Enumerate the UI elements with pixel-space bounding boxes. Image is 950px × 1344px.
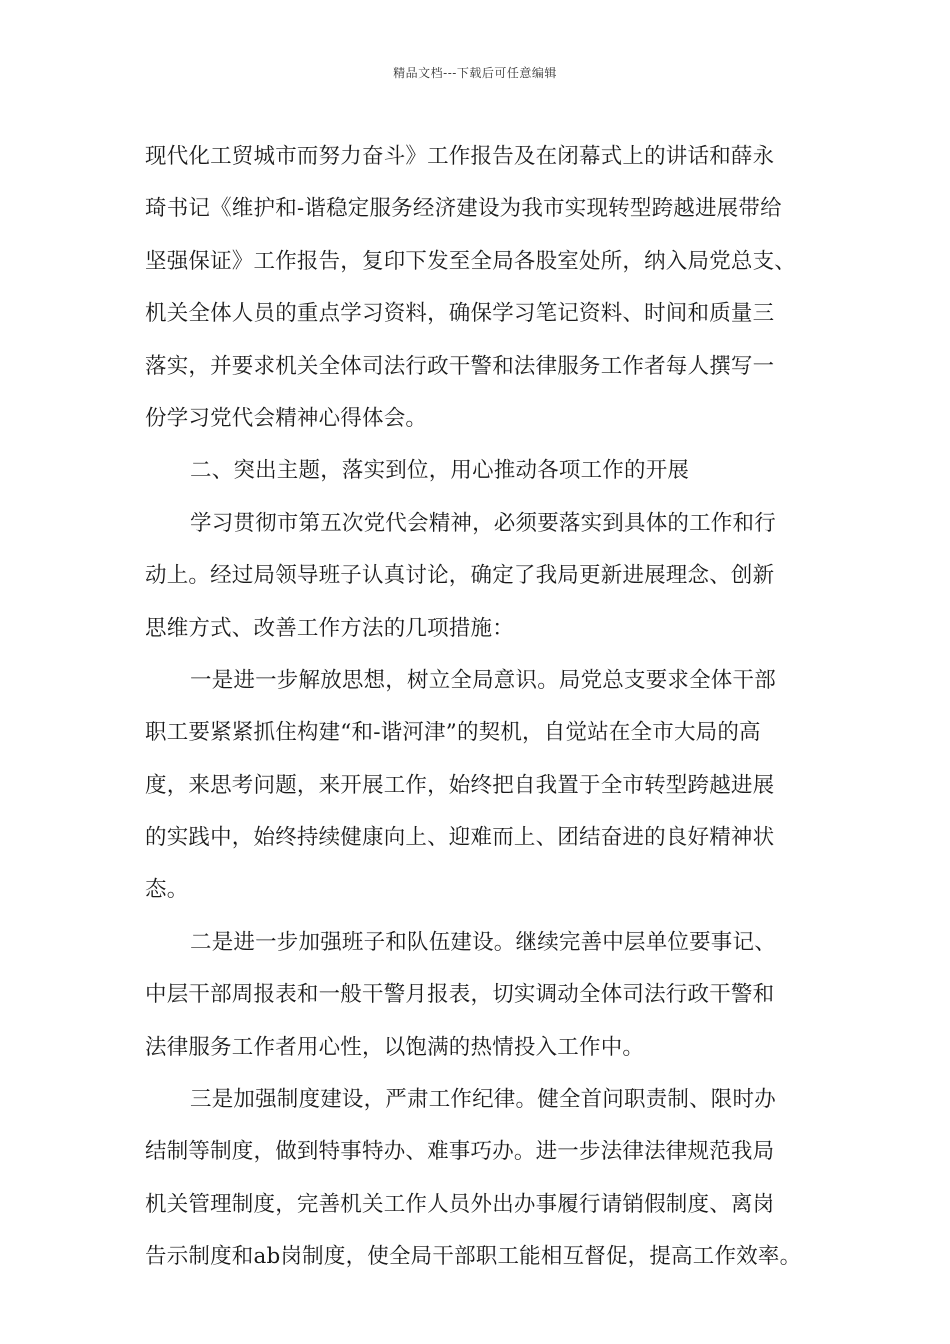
text-line: 二是进一步加强班子和队伍建设。继续完善中层单位要事记、	[190, 929, 776, 955]
text-line: 告示制度和ab岗制度，使全局干部职工能相互督促，提高工作效率。	[145, 1244, 802, 1270]
text-line: 的实践中，始终持续健康向上、迎难而上、团结奋进的良好精神状	[145, 825, 775, 851]
section-heading: 二、突出主题，落实到位，用心推动各项工作的开展	[190, 458, 690, 484]
text-line: 机关全体人员的重点学习资料，确保学习笔记资料、时间和质量三	[145, 301, 775, 327]
text-line: 落实，并要求机关全体司法行政干警和法律服务工作者每人撰写一	[145, 353, 775, 379]
text-line: 职工要紧紧抓住构建“和-谐河津”的契机，自觉站在全市大局的高	[145, 720, 761, 746]
page-header: 精品文档---下载后可任意编辑	[393, 66, 557, 80]
text-line: 法律服务工作者用心性，以饱满的热情投入工作中。	[145, 1034, 645, 1060]
text-line: 结制等制度，做到特事特办、难事巧办。进一步法律法律规范我局	[145, 1139, 775, 1165]
text-line: 中层干部周报表和一般干警月报表，切实调动全体司法行政干警和	[145, 982, 775, 1008]
text-line: 琦书记《维护和-谐稳定服务经济建设为我市实现转型跨越进展带给	[145, 196, 782, 222]
text-line: 现代化工贸城市而努力奋斗》工作报告及在闭幕式上的讲话和薛永	[145, 144, 775, 169]
text-line: 动上。经过局领导班子认真讨论，确定了我局更新进展理念、创新	[145, 563, 775, 589]
text-line: 思维方式、改善工作方法的几项措施：	[145, 615, 514, 641]
text-line: 学习贯彻市第五次党代会精神，必须要落实到具体的工作和行	[190, 510, 776, 536]
text-line: 态。	[145, 877, 189, 903]
text-line: 三是加强制度建设，严肃工作纪律。健全首问职责制、限时办	[190, 1087, 776, 1113]
text-line: 一是进一步解放思想，树立全局意识。局党总支要求全体干部	[190, 667, 776, 693]
text-line: 机关管理制度，完善机关工作人员外出办事履行请销假制度、离岗	[145, 1191, 775, 1217]
text-line: 坚强保证》工作报告，复印下发至全局各股室处所，纳入局党总支、	[145, 248, 797, 274]
document-body	[145, 131, 835, 1284]
text-line: 度，来思考问题，来开展工作，始终把自我置于全市转型跨越进展	[145, 772, 775, 798]
text-line: 份学习党代会精神心得体会。	[145, 405, 428, 431]
